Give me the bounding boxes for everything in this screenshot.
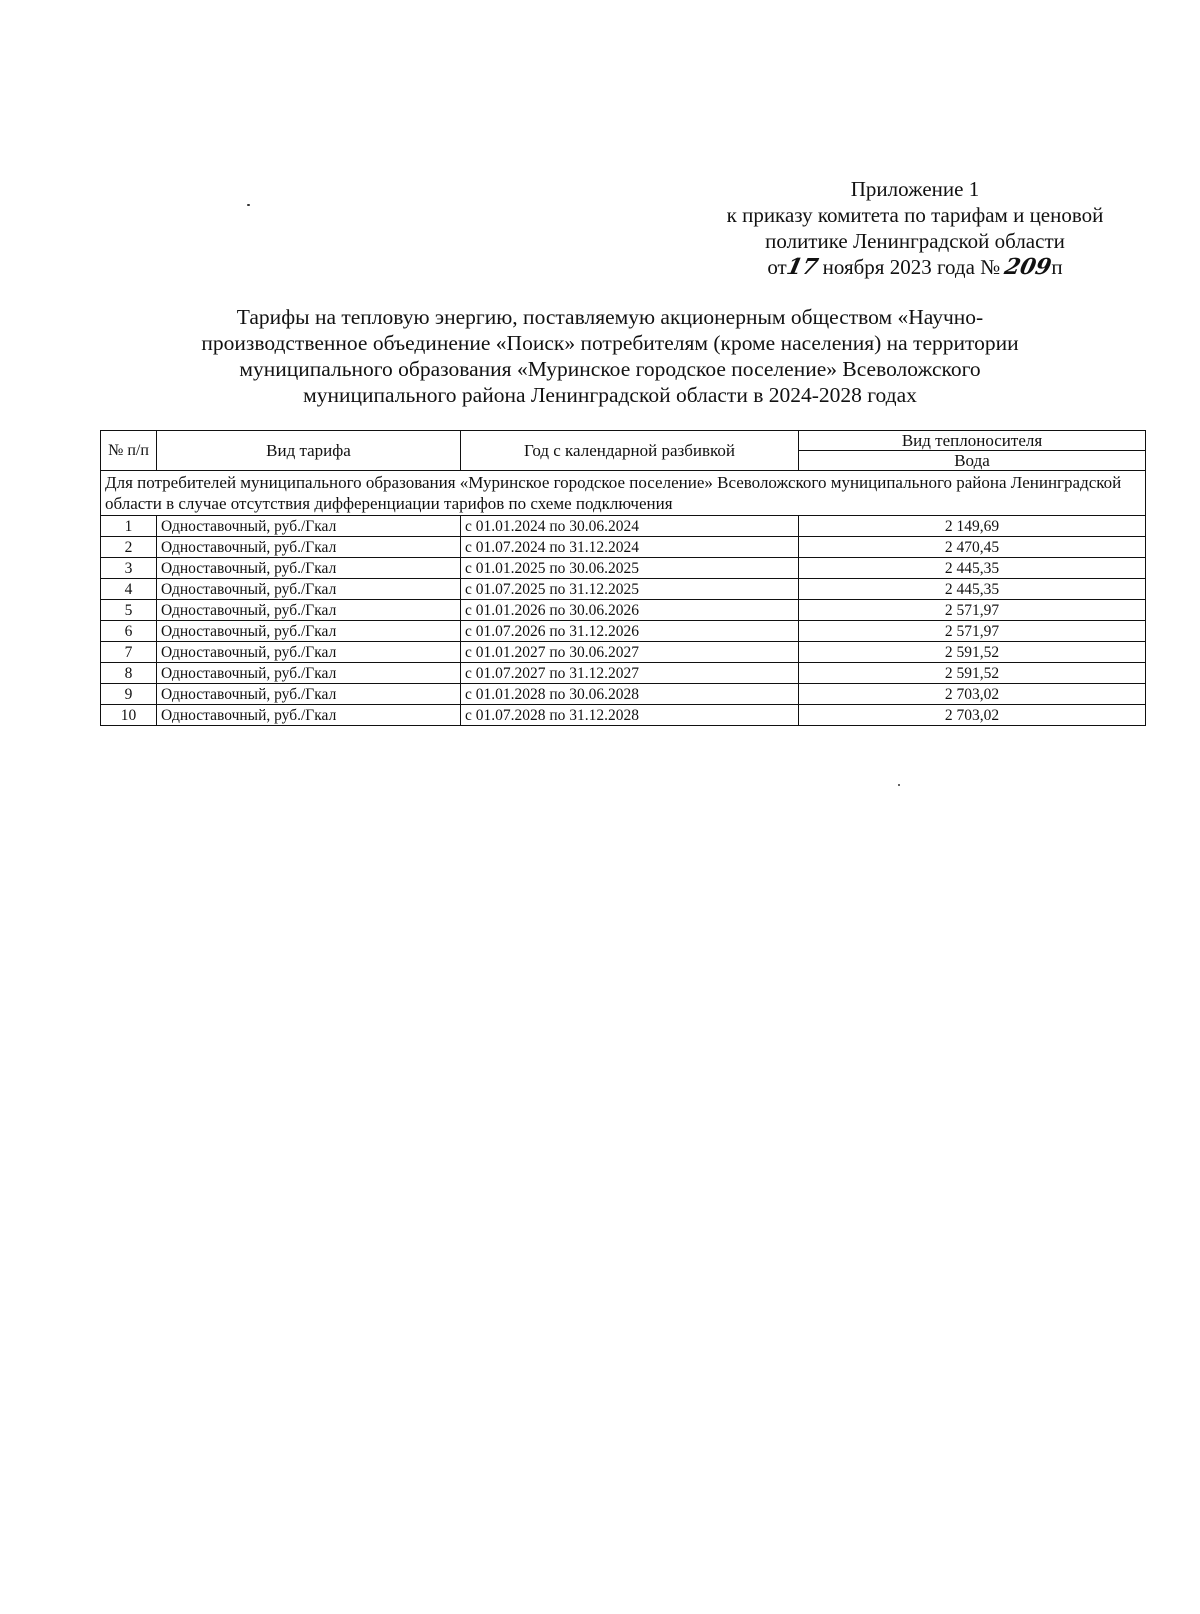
row-value: 2 445,35 xyxy=(799,558,1146,579)
row-tariff-type: Одноставочный, руб./Гкал xyxy=(157,663,461,684)
tariffs-table xyxy=(100,430,1146,726)
row-tariff-type: Одноставочный, руб./Гкал xyxy=(157,516,461,537)
date-prefix: от xyxy=(767,255,787,279)
row-number: 2 xyxy=(101,537,157,558)
header-carrier-group: Вид теплоносителя xyxy=(799,431,1146,451)
table-row xyxy=(101,684,1146,705)
row-tariff-type: Одноставочный, руб./Гкал xyxy=(157,537,461,558)
header-carrier-water: Вода xyxy=(799,451,1146,471)
section-description: Для потребителей муниципального образования «Муринское городское поселение» Всеволожского муниципального района Ленинградской области в случае отсутствия дифференциации тарифов по схеме подключения xyxy=(101,471,1146,516)
table-row xyxy=(101,558,1146,579)
row-period: с 01.07.2024 по 31.12.2024 xyxy=(461,537,799,558)
row-tariff-type: Одноставочный, руб./Гкал xyxy=(157,558,461,579)
appendix-title: Приложение 1 xyxy=(850,177,980,201)
document-title xyxy=(140,304,1080,408)
row-number: 3 xyxy=(101,558,157,579)
appendix-order-ref: к приказу комитета по тарифам и ценовой xyxy=(726,203,1104,227)
title-line: муниципального района Ленинградской области в 2024-2028 годах xyxy=(303,383,917,407)
row-tariff-type: Одноставочный, руб./Гкал xyxy=(157,705,461,726)
appendix-date-line xyxy=(690,254,1140,280)
title-line: производственное объединение «Поиск» потребителям (кроме населения) на территории xyxy=(201,331,1019,355)
table-row xyxy=(101,516,1146,537)
row-number: 7 xyxy=(101,642,157,663)
row-number: 5 xyxy=(101,600,157,621)
order-suffix: п xyxy=(1051,255,1063,279)
table-row xyxy=(101,621,1146,642)
row-number: 6 xyxy=(101,621,157,642)
row-tariff-type: Одноставочный, руб./Гкал xyxy=(157,621,461,642)
row-number: 4 xyxy=(101,579,157,600)
row-period: с 01.01.2026 по 30.06.2026 xyxy=(461,600,799,621)
row-value: 2 591,52 xyxy=(799,663,1146,684)
date-middle: ноября 2023 года № xyxy=(822,255,1001,279)
row-value: 2 703,02 xyxy=(799,684,1146,705)
appendix-committee: политике Ленинградской области xyxy=(765,229,1065,253)
table-row xyxy=(101,663,1146,684)
row-value: 2 149,69 xyxy=(799,516,1146,537)
row-tariff-type: Одноставочный, руб./Гкал xyxy=(157,600,461,621)
row-value: 2 470,45 xyxy=(799,537,1146,558)
table-row xyxy=(101,579,1146,600)
title-line: муниципального образования «Муринское городское поселение» Всеволожского xyxy=(239,357,981,381)
row-number: 10 xyxy=(101,705,157,726)
row-period: с 01.01.2028 по 30.06.2028 xyxy=(461,684,799,705)
scan-speck xyxy=(898,784,900,786)
row-number: 9 xyxy=(101,684,157,705)
table-header-row xyxy=(101,431,1146,451)
scan-speck xyxy=(247,204,250,206)
row-period: с 01.07.2028 по 31.12.2028 xyxy=(461,705,799,726)
row-number: 8 xyxy=(101,663,157,684)
row-period: с 01.01.2024 по 30.06.2024 xyxy=(461,516,799,537)
handwritten-day: 17 xyxy=(783,254,821,280)
row-period: с 01.07.2025 по 31.12.2025 xyxy=(461,579,799,600)
row-value: 2 591,52 xyxy=(799,642,1146,663)
row-value: 2 703,02 xyxy=(799,705,1146,726)
header-period: Год с календарной разбивкой xyxy=(461,431,799,471)
row-period: с 01.07.2027 по 31.12.2027 xyxy=(461,663,799,684)
title-line: Тарифы на тепловую энергию, поставляемую акционерным обществом «Научно- xyxy=(236,305,984,329)
row-value: 2 571,97 xyxy=(799,621,1146,642)
header-num: № п/п xyxy=(101,431,157,471)
row-period: с 01.01.2025 по 30.06.2025 xyxy=(461,558,799,579)
row-period: с 01.01.2027 по 30.06.2027 xyxy=(461,642,799,663)
row-value: 2 445,35 xyxy=(799,579,1146,600)
row-number: 1 xyxy=(101,516,157,537)
row-value: 2 571,97 xyxy=(799,600,1146,621)
row-tariff-type: Одноставочный, руб./Гкал xyxy=(157,579,461,600)
handwritten-order-number: 209 xyxy=(1002,254,1055,280)
section-row xyxy=(101,471,1146,516)
row-tariff-type: Одноставочный, руб./Гкал xyxy=(157,684,461,705)
table-row xyxy=(101,537,1146,558)
table-row xyxy=(101,705,1146,726)
row-period: с 01.07.2026 по 31.12.2026 xyxy=(461,621,799,642)
appendix-header xyxy=(690,176,1140,280)
row-tariff-type: Одноставочный, руб./Гкал xyxy=(157,642,461,663)
table-row xyxy=(101,600,1146,621)
table-row xyxy=(101,642,1146,663)
header-tariff-type: Вид тарифа xyxy=(157,431,461,471)
